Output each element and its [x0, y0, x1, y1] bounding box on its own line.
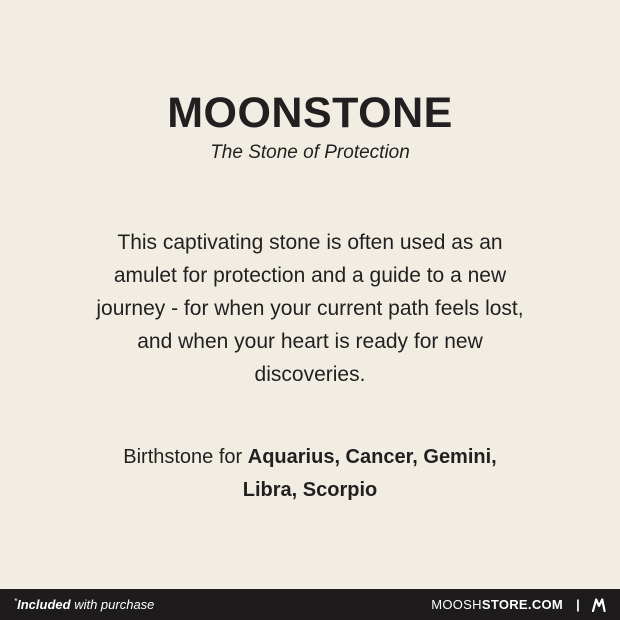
moosh-m-logo-icon [592, 598, 606, 612]
birthstone-signs: Aquarius, Cancer, Gemini, Libra, Scorpio [242, 446, 497, 501]
store-name-part1: MOOSH [431, 597, 482, 612]
stone-description: This captivating stone is often used as an amulet for protection and a guide to a new journey - for when your current path feels lost, and when your heart is ready for new discoveries. [96, 231, 524, 386]
footer-divider: | [576, 597, 580, 612]
store-name-part2: STORE.COM [481, 597, 564, 612]
footer-bar [0, 589, 620, 620]
purchase-note [14, 589, 154, 620]
purchase-note-bold: Included [17, 597, 71, 612]
store-branding [431, 589, 606, 620]
birthstone-info [110, 441, 510, 507]
page-subtitle: The Stone of Protection [210, 142, 410, 163]
asterisk-mark: * [14, 597, 18, 606]
birthstone-prefix: Birthstone for [123, 446, 248, 468]
page-title: MOONSTONE [167, 89, 453, 137]
purchase-note-rest: with purchase [70, 597, 155, 612]
